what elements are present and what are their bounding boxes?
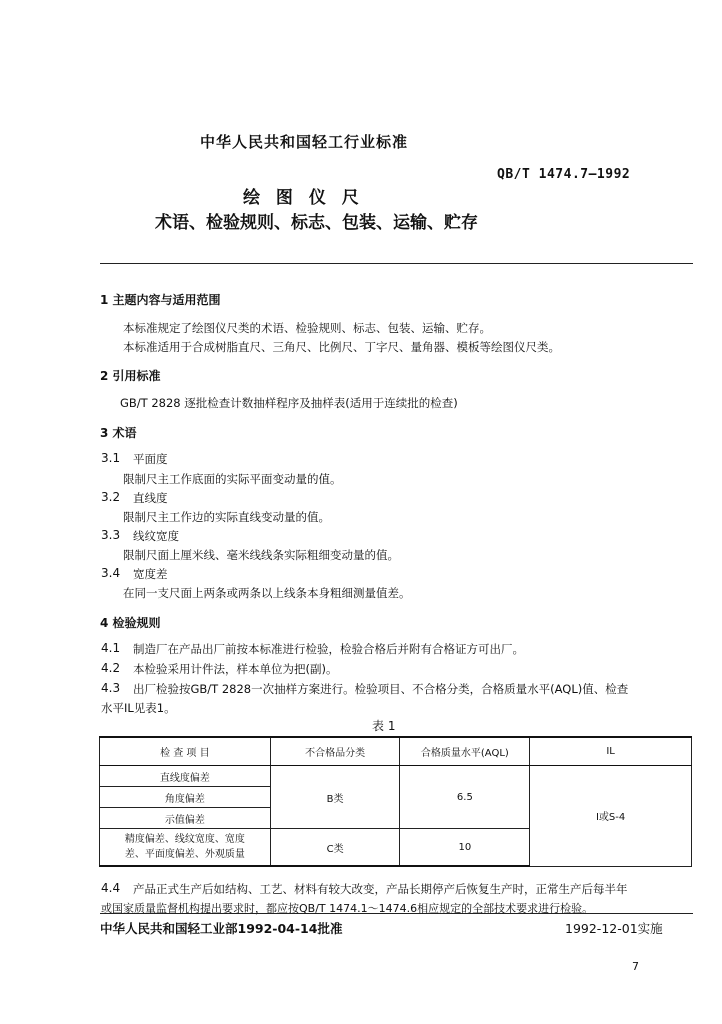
table-cell: 角度偏差 — [100, 787, 271, 808]
inspection-table — [99, 736, 692, 867]
table-cell: 10 — [400, 829, 530, 867]
table-cell: 示值偏差 — [100, 808, 271, 829]
document-subtitle: 术语、检验规则、标志、包装、运输、贮存 — [155, 213, 478, 233]
clause-number: 4.2 — [101, 661, 121, 675]
clause-4-1-text: 制造厂在产品出厂前按本标准进行检验，检验合格后并附有合格证方可出厂。 — [133, 642, 524, 656]
term-name: 线纹宽度 — [133, 529, 179, 543]
header-cell: IL — [530, 737, 692, 766]
clause-number: 4.3 — [101, 681, 121, 695]
section-1-heading: 1 主题内容与适用范围 — [100, 293, 221, 307]
header-cell: 检 查 项 目 — [100, 737, 271, 766]
section-4-heading: 4 检验规则 — [100, 616, 161, 630]
table-caption: 表 1 — [372, 719, 396, 733]
referenced-standard: GB/T 2828 逐批检查计数抽样程序及抽样表(适用于连续批的检查) — [120, 396, 458, 410]
table-cell: I或S-4 — [530, 766, 692, 867]
clause-4-3-text-cont: 水平IL见表1。 — [101, 701, 176, 715]
implementation-date: 1992-12-01实施 — [565, 921, 663, 936]
header-cell: 不合格品分类 — [270, 737, 400, 766]
table-cell: 6.5 — [400, 766, 530, 829]
clause-number: 4.4 — [101, 881, 121, 895]
term-definition: 限制尺面上厘米线、毫米线线条实际粗细变动量的值。 — [123, 548, 399, 562]
clause-4-4-text-cont: 或国家质量监督机构提出要求时，都应按QB/T 1474.1～1474.6相应规定的全部技术要求进行检验。 — [101, 902, 594, 915]
clause-number: 4.1 — [101, 641, 121, 655]
standard-category-header: 中华人民共和国轻工行业标准 — [200, 133, 409, 151]
term-definition: 限制尺主工作底面的实际平面变动量的值。 — [123, 472, 342, 486]
table-cell: C类 — [270, 829, 400, 867]
section-1-para-2: 本标准适用于合成树脂直尺、三角尺、比例尺、丁字尺、量角器、模板等绘图仪尺类。 — [123, 340, 560, 354]
term-number: 3.1 — [101, 451, 121, 465]
clause-4-2-text: 本检验采用计件法，样本单位为把(副)。 — [133, 662, 338, 676]
clause-4-4-text: 产品正式生产后如结构、工艺、材料有较大改变，产品长期停产后恢复生产时，正常生产后每半年 — [133, 882, 628, 896]
term-name: 平面度 — [133, 452, 168, 466]
term-number: 3.2 — [101, 490, 121, 504]
footer-rule — [100, 913, 693, 914]
section-1-para-1: 本标准规定了绘图仪尺类的术语、检验规则、标志、包装、运输、贮存。 — [123, 321, 491, 335]
standard-number: QB/T 1474.7—1992 — [497, 167, 631, 182]
header-rule — [100, 263, 693, 264]
table-cell: 直线度偏差 — [100, 766, 271, 787]
term-number: 3.4 — [101, 566, 121, 580]
cell-line: 精度偏差、线纹宽度、宽度 — [124, 834, 245, 845]
cell-line: 差、平面度偏差、外观质量 — [124, 849, 245, 860]
term-number: 3.3 — [101, 528, 121, 542]
section-3-heading: 3 术语 — [100, 426, 137, 440]
term-name: 直线度 — [133, 491, 168, 505]
term-definition: 限制尺主工作边的实际直线变动量的值。 — [123, 510, 330, 524]
section-2-heading: 2 引用标准 — [100, 369, 161, 383]
page-number: 7 — [632, 960, 639, 973]
approval-date: 中华人民共和国轻工业部1992-04-14批准 — [100, 921, 343, 936]
term-definition: 在同一支尺面上两条或两条以上线条本身粗细测量值差。 — [123, 586, 411, 600]
clause-4-3-text: 出厂检验按GB/T 2828一次抽样方案进行。检验项目、不合格分类，合格质量水平(AQL)值、检查 — [133, 682, 629, 696]
term-name: 宽度差 — [133, 567, 168, 581]
header-cell: 合格质量水平(AQL) — [400, 737, 530, 766]
document-title: 绘 图 仪 尺 — [243, 188, 360, 208]
table-cell: B类 — [270, 766, 400, 829]
table-cell — [100, 829, 271, 867]
